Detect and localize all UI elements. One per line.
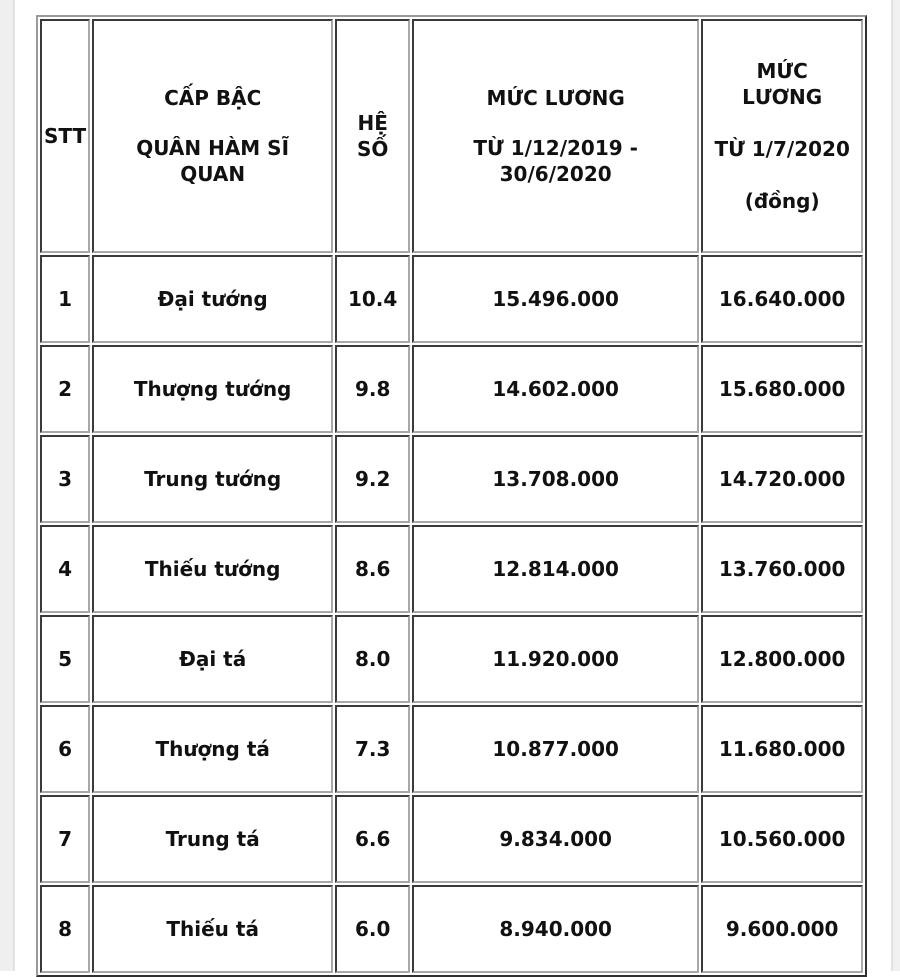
cell-rank: Đại tướng xyxy=(92,255,333,343)
cell-rank: Trung tá xyxy=(92,795,333,883)
cell-rank: Thượng tá xyxy=(92,705,333,793)
cell-new-salary: 9.600.000 xyxy=(701,885,863,973)
header-old-line3: 30/6/2020 xyxy=(499,162,612,186)
header-rank xyxy=(92,19,333,253)
header-old-line2: TỪ 1/12/2019 - xyxy=(473,136,638,160)
cell-stt: 5 xyxy=(40,615,90,703)
header-coefficient xyxy=(335,19,410,253)
header-rank-line3: QUAN xyxy=(180,162,246,186)
table-row xyxy=(40,345,863,433)
cell-coefficient: 9.8 xyxy=(335,345,410,433)
salary-table-container xyxy=(36,15,867,977)
cell-rank: Trung tướng xyxy=(92,435,333,523)
header-old-salary xyxy=(412,19,699,253)
cell-stt: 6 xyxy=(40,705,90,793)
header-stt-label: STT xyxy=(44,124,87,148)
cell-coefficient: 10.4 xyxy=(335,255,410,343)
cell-stt: 8 xyxy=(40,885,90,973)
header-new-salary xyxy=(701,19,863,253)
table-row xyxy=(40,525,863,613)
cell-stt: 1 xyxy=(40,255,90,343)
cell-new-salary: 11.680.000 xyxy=(701,705,863,793)
header-new-line3: TỪ 1/7/2020 xyxy=(714,137,850,161)
cell-rank: Đại tá xyxy=(92,615,333,703)
header-old-line1: MỨC LƯƠNG xyxy=(486,86,625,110)
right-scroll-area[interactable] xyxy=(891,0,900,971)
header-rank-line2: QUÂN HÀM SĨ xyxy=(136,136,290,160)
cell-new-salary: 14.720.000 xyxy=(701,435,863,523)
cell-rank: Thiếu tá xyxy=(92,885,333,973)
cell-old-salary: 8.940.000 xyxy=(412,885,699,973)
cell-old-salary: 10.877.000 xyxy=(412,705,699,793)
cell-coefficient: 6.6 xyxy=(335,795,410,883)
cell-old-salary: 12.814.000 xyxy=(412,525,699,613)
cell-new-salary: 13.760.000 xyxy=(701,525,863,613)
cell-stt: 3 xyxy=(40,435,90,523)
cell-stt: 7 xyxy=(40,795,90,883)
left-margin xyxy=(0,0,15,971)
cell-coefficient: 6.0 xyxy=(335,885,410,973)
cell-coefficient: 8.6 xyxy=(335,525,410,613)
cell-coefficient: 7.3 xyxy=(335,705,410,793)
officer-salary-table xyxy=(36,15,867,977)
header-new-line1: MỨC xyxy=(756,59,808,83)
cell-rank: Thiếu tướng xyxy=(92,525,333,613)
cell-coefficient: 8.0 xyxy=(335,615,410,703)
cell-stt: 4 xyxy=(40,525,90,613)
cell-old-salary: 15.496.000 xyxy=(412,255,699,343)
table-row xyxy=(40,255,863,343)
cell-old-salary: 14.602.000 xyxy=(412,345,699,433)
cell-rank: Thượng tướng xyxy=(92,345,333,433)
cell-new-salary: 16.640.000 xyxy=(701,255,863,343)
header-rank-line1: CẤP BẬC xyxy=(164,86,262,110)
table-row xyxy=(40,885,863,973)
header-coef-line2: SỐ xyxy=(356,137,389,161)
cell-old-salary: 9.834.000 xyxy=(412,795,699,883)
cell-old-salary: 11.920.000 xyxy=(412,615,699,703)
header-stt xyxy=(40,19,90,253)
table-row xyxy=(40,705,863,793)
table-row xyxy=(40,615,863,703)
cell-new-salary: 15.680.000 xyxy=(701,345,863,433)
cell-coefficient: 9.2 xyxy=(335,435,410,523)
table-row xyxy=(40,795,863,883)
table-row xyxy=(40,435,863,523)
cell-stt: 2 xyxy=(40,345,90,433)
cell-old-salary: 13.708.000 xyxy=(412,435,699,523)
header-new-line4: (đồng) xyxy=(744,189,820,213)
table-header-row xyxy=(40,19,863,253)
header-new-line2: LƯƠNG xyxy=(742,85,823,109)
cell-new-salary: 10.560.000 xyxy=(701,795,863,883)
header-coef-line1: HỆ xyxy=(357,111,388,135)
cell-new-salary: 12.800.000 xyxy=(701,615,863,703)
